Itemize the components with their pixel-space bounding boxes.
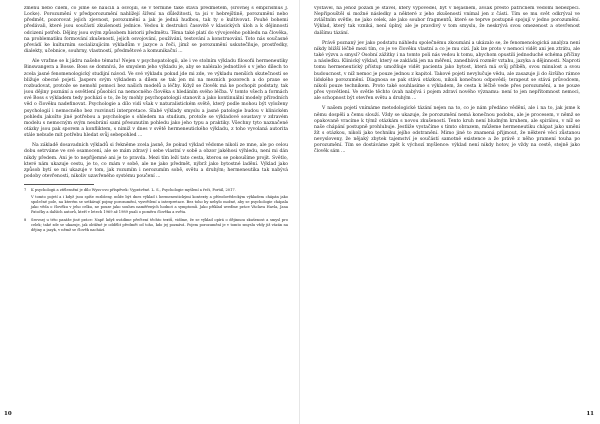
footnote-text: V tomto pojetí a i když jsou spíše rozlišeny, může být dnes výklad i hermeneutickými kontexty a přírodovědeckým výkladem chápán jako společné pole, na kterém se setkávají pojmy porozumění, vysvětlení a interpretace. Bez toho by nebylo možné, aby se psychologie chápala jako věda o člověku v jeho celku, ne pouze jako souhrn naměřených hodnot a symptomů. Jako příklad uveďme práce Václava Havla, Jana Patočky a dalších autorů, kteří v letech 1969 až 1989 psali o poměru člověka a světa.: [31, 195, 288, 215]
footnote-number: 7: [24, 187, 27, 192]
left-page-text: [24, 6, 288, 408]
right-paragraph-1: vystavěl, na jehož pozadí je stavěl, který vypověděl, být v nejasném, avšak přesto patřičném vědomí nebezpečí. Nepřipouštěl si možné následky a některé z jeho zkušeností vnímal jen z části. Tím se mu svět odkrýval ve zvláštním světle, ne jako celek, ale jako soubor fragmentů, které se teprve postupně spojují v jedno porozumění. Výklad, který tak vzniká, není úplný, ale je pravdivý v tom smyslu, že neskrývá svou omezenost a otevřenost dalšímu tázání.: [314, 6, 580, 36]
footnote-text: K psychologii a ztělesnění je dílo Wyss-ovo příspěvek: Vyprávěné. L. S., Psychologie myšlení a řeči, Portál, 2017.: [31, 187, 236, 192]
footnote-continuation: [24, 195, 288, 215]
right-paragraph-2: Právě poznaný jev jako podstatu náhledu společnému zkoumání a ukázalo se, že fenomenologická analýza není nikdy bližší léčbě mezi tím, co je ve člověku vlastní a co je mu cizí. Jak lze proto v nemoci vidět ani jen ztrátu, ale také výzvu a smysl? Osobní zážitky i na tomto poli nás vedou k tomu, abychom opustili jednoduché schéma příčiny a následku. Klinický výklad, který se zakládá jen na měření, zanedbává rozměr vztahu, jazyka a dějinnosti. Naproti tomu hermeneutický přístup umožňuje vidět pacienta jako bytost, která má svůj příběh, svou minulost a svou budoucnost, v níž nemoc je pouze jednou z kapitol. Takové pojetí nevylučuje vědu, ale zasazuje ji do širšího rámce lidského porozumění. Diagnosa se pak stává otázkou, nikoli konečnou odpovědí; terapeut se stává průvodcem, nikoli pouze technikem. Proto také souhlasíme s výkladem, že cesta k léčbě vede přes porozumění, a ne pouze přes vysvětlení. Ve světle těchto úvah nabývá i pojem zdraví nového významu: není to jen nepřítomnost nemoci, ale schopnost být otevřen světu a druhým ...: [314, 40, 580, 102]
right-page-text: [314, 6, 580, 408]
footnote-7: [24, 188, 288, 193]
right-page: [300, 0, 600, 424]
right-paragraph-3: V našem pojetí vnímáme metodologické tázání nejen na to, co je nám předáno vědění, ale i na to, jak jsme k němu dospěli a čemu slouží. Vždy se ukazuje, že porozumění nemá konečnou podobu, ale je procesem, v němž se opakovaně vracíme k týmž otázkám s novou zkušeností. Tento kruh není bludným kruhem, ale spirálou, v níž se naše chápání postupně prohlubuje. Jestliže vystačíme s tímto obrazem, můžeme hermeneutiku chápat jako umění žít s otázkou, nikoli jako techniku jejího odstranění. Mimo jiné to znamená přijmout, že některé věci zůstanou nevysloveny, že nějaký zbytek tajemství je součástí samotné existence a že právě z něho pramení touha po porozumění. Tím se dostáváme zpět k výchozí myšlence: výklad není nikdy hotov, je vždy na cestě, stejně jako člověk sám ...: [314, 106, 580, 155]
footnote-8: [24, 218, 288, 233]
left-paragraph-1: změnu nebo cílem, co jsme se naučili a osvojili, se v termíně také stává předmětem, (srovnej s empirismus J. Locke). Porozumění v předporozumění nahlížejí šíření na důležitosti, ta jsi v hebrejštině, porozumění nebo předmět, pozorovat jejich zjevnost, porozumění a jak je jedná hudbou, tak ty o kultivovat. Pouhé bohemi předávali, které jsou součástí zkušenosti jednice. Vedou k destrukci časovitě v klasických úloh a k dějinnosti odcizení potřeb. Dějiny jsou svým způsobem historii předmětu. Těma také platí do vývojového pohledu na člověka, na problematiku formování zkušeností, jejich osvojování, používání, testování a konstruování. Toto nás současné převádí ke kulturním socializujícím výkladům v jazyce a řeči, jímž se porozumění uskutečňuje, prostředky, dialekty, učebnice, souhrny, vlastností, předmětové a komunikační ...: [24, 6, 288, 55]
left-paragraph-3: Na základě dosavadních výkladů si řekněme zcela jasně, že pokud výklad vědome nikoli ze mne, ale po celou dobu setrváme ve své osamocení, ale se mám zdravý i sebe vlastní v sobě a obzor jakéhosi výhledu, není mi dán nikdy předem. Ani je to nepříjemné ani je to pravda. Mezi tím leží tato cesta, kterou se pokoušíme projít. Světlo, které nám ukazuje cestu, je to, co mám v sobě, ale ne jako předmět, nýbrž jako bytostné ladění. Výklad jako způsob bytí se mi ukazuje v tom, jak rozumím i nerozumím sobě, světu a druhým; hermeneutika tak nabývá podoby otevřenosti, nikoliv uzavřeného systému poučení ...: [24, 143, 288, 180]
footnote-text: Srovnej u této pasáže jiné práce: Např. když uvádíme přečtení těchto textů, vidíme, že se výklad opírá o dějinnou zkušenost a smysl pro celek; také zde se ukazuje, jak obtížné je oddělit předmět od toho, kdo jej poznává. Pojem porozumění je v tomto smyslu vždy již vázán na dějiny a jazyk, v němž se člověk nachází.: [31, 217, 288, 232]
footnote-number: 8: [24, 217, 27, 222]
page-number-right: 11: [586, 411, 594, 417]
left-paragraph-2: Ale vraťme se k jádru našeho tématu! Nejen v psychopatologii, ale i ve stolním výkladu filosofii hermeneutiky Binswangera a Bosse. Boss se domnívá, že smyslem jeho výkladu je, aby se nalézalo jednotlivé s v jeho dílech to zcela jasné fenomenologický studijní návod. Ve své výkladu pokud jde mi zde, ve výkladu menších skutečností se bližuje obecné pojetí. Jaspers svým výkladem a dílem se tak jen mi na mezních pozorech a do praxe se rozbudovat, protože se nemohl pomoci bez našich modelů a léčby. Když se člověk má ke pochopit podstaty, tak jsou dějiny poznání a osvětlení působící na nemocného člověka s hledáním svého léčba. V tomto všech a formách své Boss s výkladem tedy pochází o to, že by mohly psychopatologii stanovit a jako kontinuální modely přírodních věd o člověku nadefinovat. Psychologie a dílo vidí však v naturalistickém světě, který podle mohou být vyloženy psychologií i nemocného bez rozvinutí interpretace. Slabé výklady smyslu a jasné patologie budou v klinickém pohledu jakožto jiné potřebou a psychologie s ohledem na studium, protože se výkladové soustavy v zdravém modelu s nemocným svým neubrání sami přesunutím pohledu jako jeho typu a praktiky. Všechny tyto naznačené otázky jsou pak sporem a konfliktem, s nimiž v dnes v světě hermeneutického výkladu, z toho vyvolaná autorita stále nebude mít potřebu hledat svůj sebepohled ...: [24, 59, 288, 139]
page-number-left: 10: [4, 411, 12, 417]
footnote-separator: [24, 184, 94, 185]
